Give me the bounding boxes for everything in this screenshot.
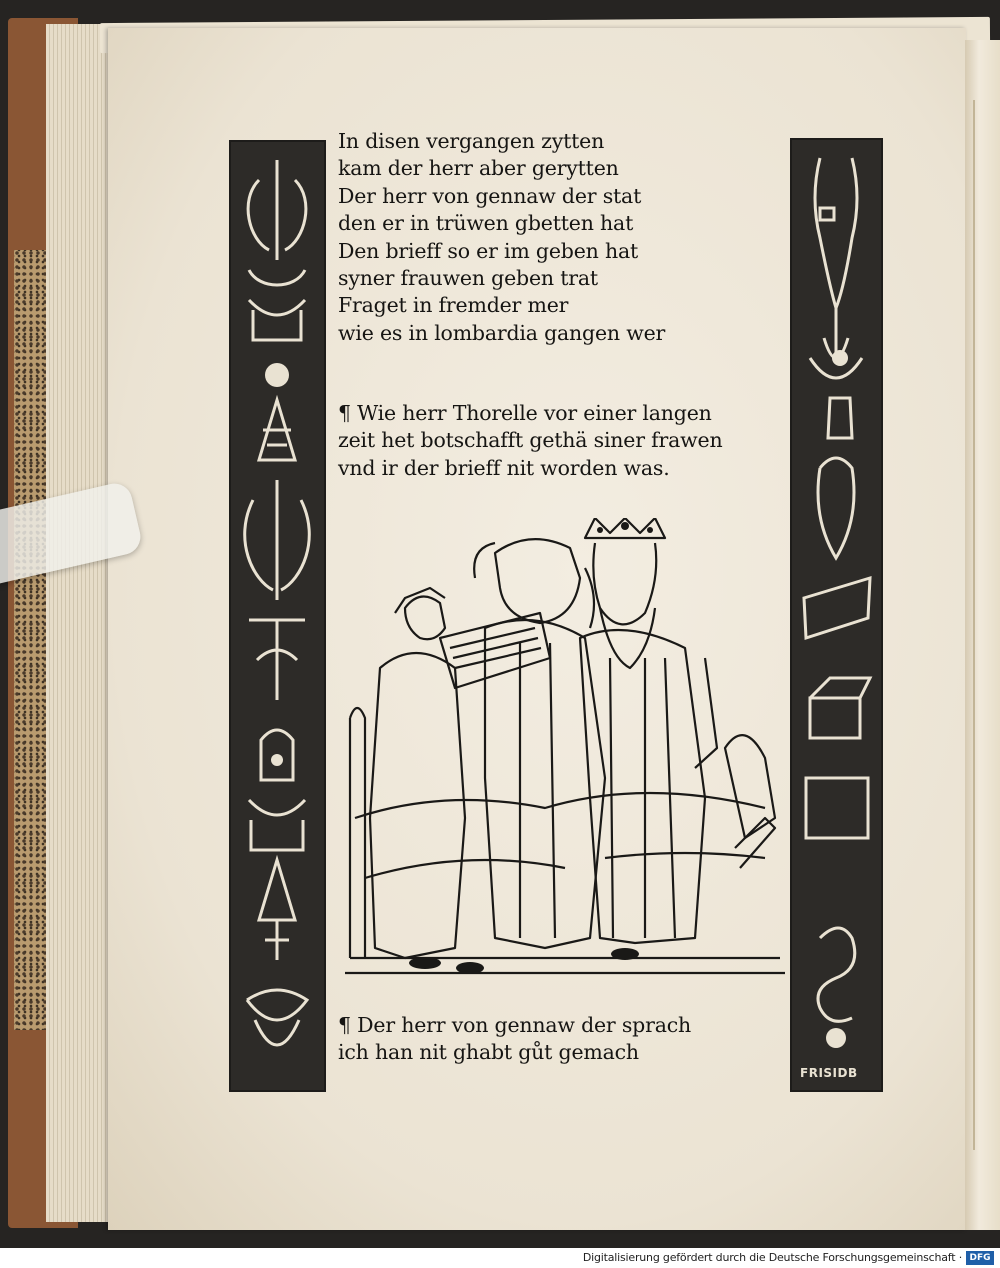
verse-line: Der herr von gennaw der stat <box>338 183 642 208</box>
footer-credit: Digitalisierung gefördert durch die Deutsche Forschungsgemeinschaft · <box>582 1251 962 1264</box>
verse-text <box>338 128 665 347</box>
heading-line: vnd ir der brieff nit worden was. <box>338 455 670 480</box>
left-ornamental-border <box>229 140 326 1092</box>
heading-line: zeit het botschafft gethä siner frawen <box>338 428 723 453</box>
heading-line: ¶ Wie herr Thorelle vor einer langen <box>338 401 712 425</box>
left-border-ornament-icon <box>229 140 326 1092</box>
woodcut-signature: FRISIDB <box>800 1066 858 1080</box>
verse-line: den er in trüwen gbetten hat <box>338 211 634 236</box>
woodcut-illustration <box>345 518 785 983</box>
right-border-ornament-icon <box>790 138 883 1092</box>
verse-line: In disen vergangen zytten <box>338 129 605 153</box>
book-gutter <box>965 40 1000 1230</box>
closing-line: ich han nit ghabt gůt gemach <box>338 1040 639 1065</box>
verse-line: Fraget in fremder mer <box>338 293 569 318</box>
verse-line: wie es in lombardia gangen wer <box>338 320 666 345</box>
footer-bar <box>0 1248 1000 1268</box>
verse-line: Den brieff so er im geben hat <box>338 238 639 263</box>
verse-line: syner frauwen geben trat <box>338 265 598 290</box>
right-ornamental-border <box>790 138 883 1092</box>
closing-text <box>338 1012 691 1067</box>
page-edges <box>46 24 116 1222</box>
dfg-logo: DFG <box>966 1251 994 1265</box>
closing-line: ¶ Der herr von gennaw der sprach <box>338 1013 692 1037</box>
verse-line: kam der herr aber gerytten <box>338 156 619 181</box>
chapter-heading <box>338 400 722 482</box>
marbled-endpaper <box>14 250 48 1030</box>
